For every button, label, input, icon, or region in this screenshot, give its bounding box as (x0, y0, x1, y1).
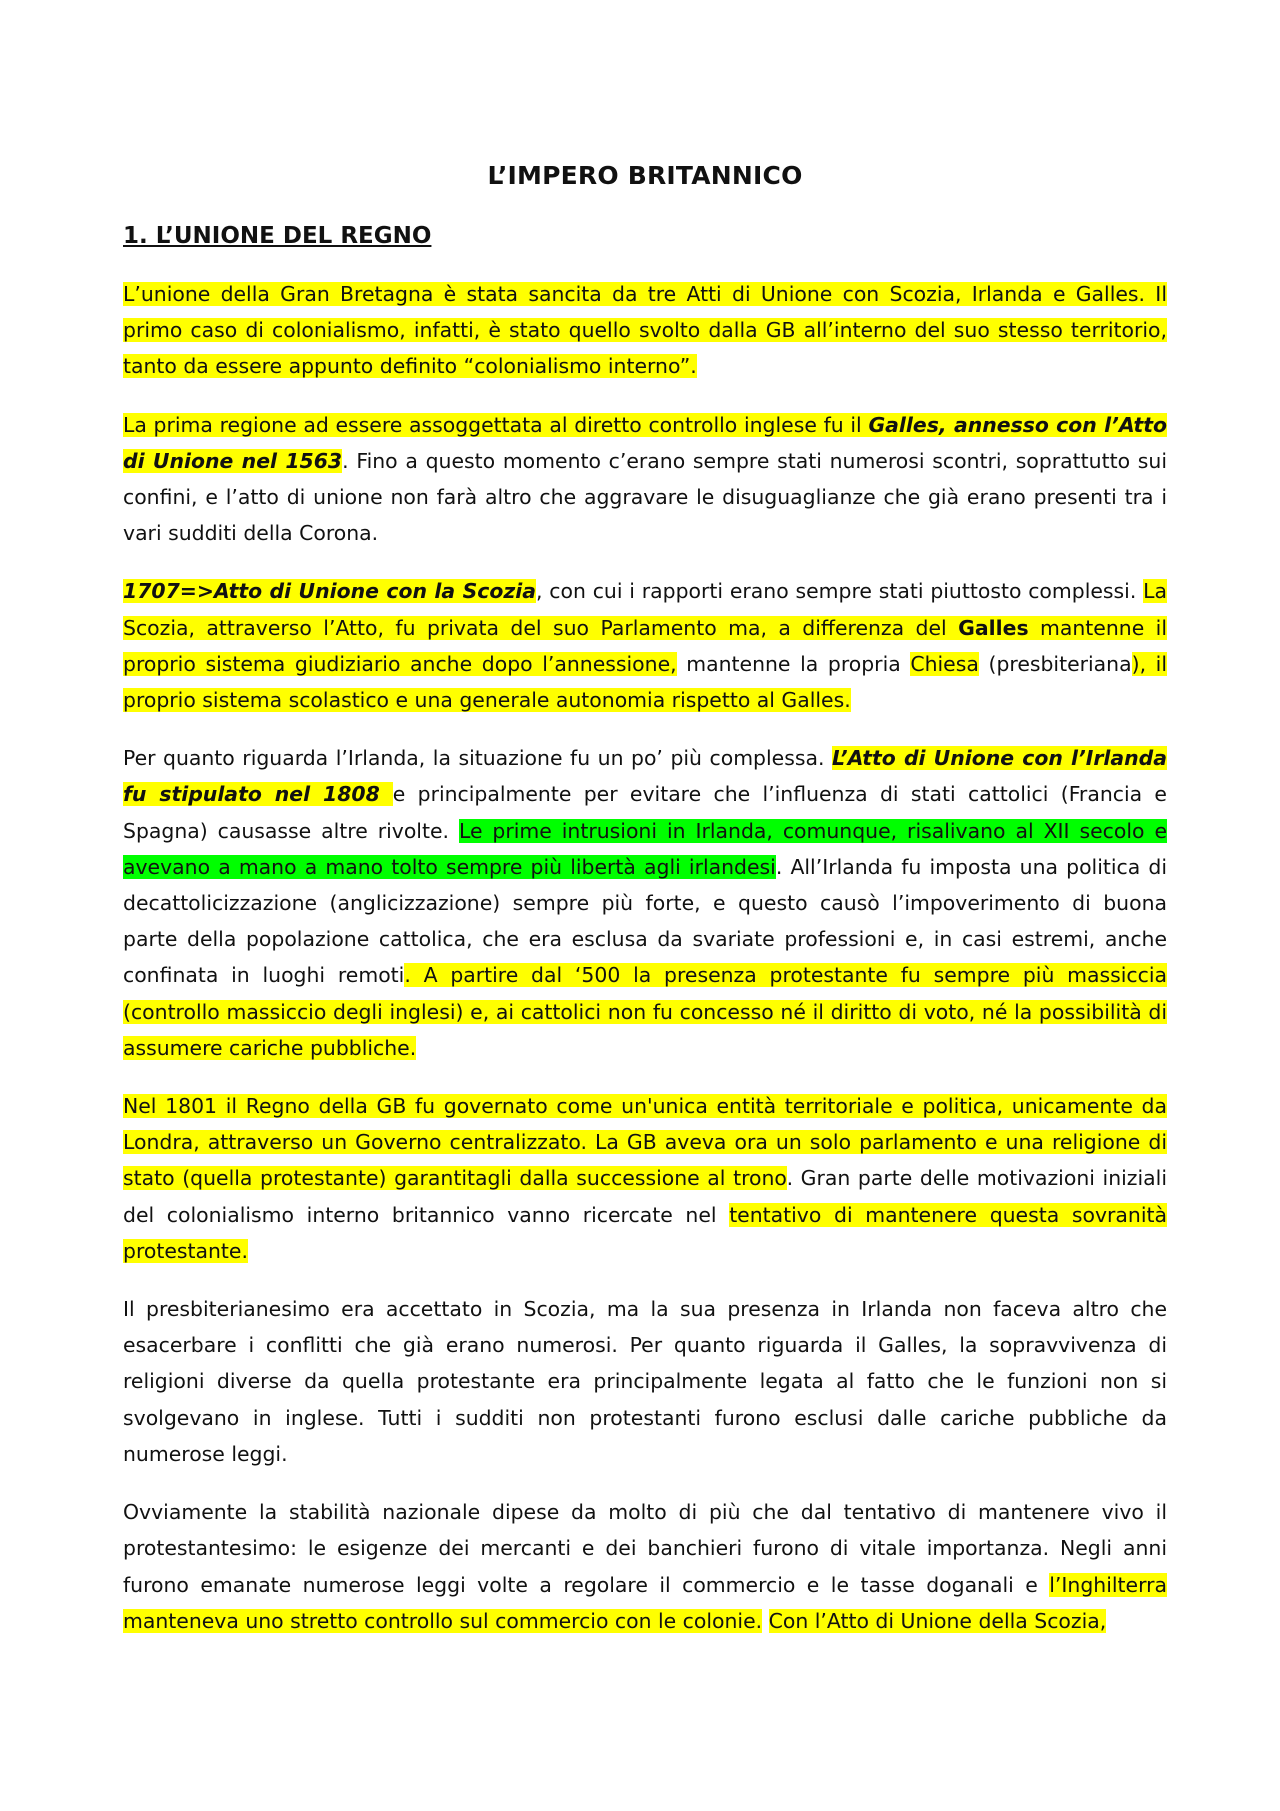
text-run: Ovviamente la stabilità nazionale dipese da molto di più che dal tentativo di mantenere vivo il protestantesimo: le esigenze dei mercanti e dei banchieri furono di vitale importanza. Negli anni furono emanate numerose leggi volte a regolare il commercio e le tasse doganali e (123, 1500, 1167, 1597)
page-title: L’IMPERO BRITANNICO (487, 161, 803, 190)
highlighted-text: tentativo di mantenere questa sovranità protestante. (123, 1202, 1167, 1263)
paragraph-6 (123, 1291, 1167, 1472)
text-run: e principalmente per evitare che l’influenza di stati cattolici (Francia e Spagna) causasse altre rivolte. (123, 782, 1167, 843)
highlighted-bold-italic-text: Galles, annesso con l’Atto di Unione nel 1563 (123, 412, 1168, 473)
paragraph-7 (123, 1494, 1167, 1639)
text-run: (presbiteriana (978, 651, 1132, 676)
text-run: . Gran parte delle motivazioni iniziali del colonialismo interno britannico vanno ricercate nel (123, 1166, 1167, 1227)
text-run: mantenne la propria (676, 651, 911, 676)
highlighted-bold-italic-text: 1707=>Atto di Unione con la Scozia (123, 579, 536, 604)
highlighted-text: Chiesa (910, 651, 979, 676)
text-run: Il presbiterianesimo era accettato in Scozia, ma la sua presenza in Irlanda non faceva altro che esacerbare i conflitti che già erano numerosi. Per quanto riguarda il Galles, la sopravvivenza di religioni diverse da quella protestante era principalmente legata al fatto che le funzioni non si svolgevano in inglese. Tutti i sudditi non protestanti furono esclusi dalle cariche pubbliche da numerose leggi. (123, 1297, 1167, 1466)
highlighted-bold-text: Galles (958, 615, 1029, 640)
highlighted-text: . A partire dal ‘500 la presenza protestante fu sempre più massiccia (controllo massiccio degli inglesi) e, ai cattolici non fu concesso né il diritto di voto, né la possibilità di assumere cariche pubbliche. (123, 963, 1167, 1060)
highlighted-text: La Scozia, attraverso l’Atto, fu privata del suo Parlamento ma, a differenza del (123, 579, 1167, 640)
text-run: , con cui i rapporti erano sempre stati piuttosto complessi. (535, 579, 1144, 604)
paragraph-4 (123, 740, 1167, 1066)
highlighted-text: ), il proprio sistema scolastico e una generale autonomia rispetto al Galles. (123, 651, 1168, 713)
highlighted-text: Nel 1801 il Regno della GB fu governato come un'unica entità territoriale e politica, unicamente da Londra, attraverso un Governo centralizzato. La GB aveva ora un solo parlamento e una religione di stato (quella protestante) garantitagli dalla successione al trono (123, 1094, 1167, 1191)
highlighted-text: l’Inghilterra manteneva uno stretto controllo sul commercio con le colonie. (123, 1572, 1167, 1633)
text-run: . (342, 448, 349, 473)
highlighted-bold-italic-text: L’Atto di Unione con l’Irlanda fu stipulato nel 1808 (123, 746, 1167, 807)
section-heading: 1. L’UNIONE DEL REGNO (123, 223, 432, 249)
highlighted-text: mantenne il proprio sistema giudiziario anche dopo l’annessione, (123, 615, 1168, 676)
text-run: . All’Irlanda fu imposta una politica di decattolicizzazione (anglicizzazione) sempre più forte, e questo causò l’impoverimento di buona parte della popolazione cattolica, che era esclusa da svariate professioni e, in casi estremi, anche confinata in luoghi remoti (123, 854, 1167, 988)
paragraph-5 (123, 1088, 1167, 1269)
highlighted-text: L’unione della Gran Bretagna è stata sancita da tre Atti di Unione con Scozia, Irlanda e Galles. Il primo caso di colonialismo, infatti, è stato quello svolto dalla GB all’interno del suo stesso territorio, tanto da essere appunto definito “colonialismo interno”. (123, 282, 1167, 379)
paragraph-1 (123, 276, 1167, 385)
green-highlighted-text: Le prime intrusioni in Irlanda, comunque, risalivano al XII secolo e avevano a mano a mano tolto sempre più libertà agli irlandesi (123, 818, 1167, 879)
paragraph-3 (123, 573, 1167, 718)
highlighted-text: Con l’Atto di Unione della Scozia, (768, 1608, 1107, 1633)
text-run: Fino a questo momento c’erano sempre stati numerosi scontri, soprattutto sui confini, e l’atto di unione non farà altro che aggravare le disuguaglianze che già erano presenti tra i vari sudditi della Corona. (123, 448, 1167, 546)
highlighted-text: La prima regione ad essere assoggettata al diretto controllo inglese fu il (123, 412, 869, 437)
paragraph-2 (123, 407, 1167, 552)
document-body (123, 158, 1167, 1661)
text-run: Per quanto riguarda l’Irlanda, la situazione fu un po’ più complessa. (123, 746, 832, 771)
text-run (762, 1609, 768, 1633)
